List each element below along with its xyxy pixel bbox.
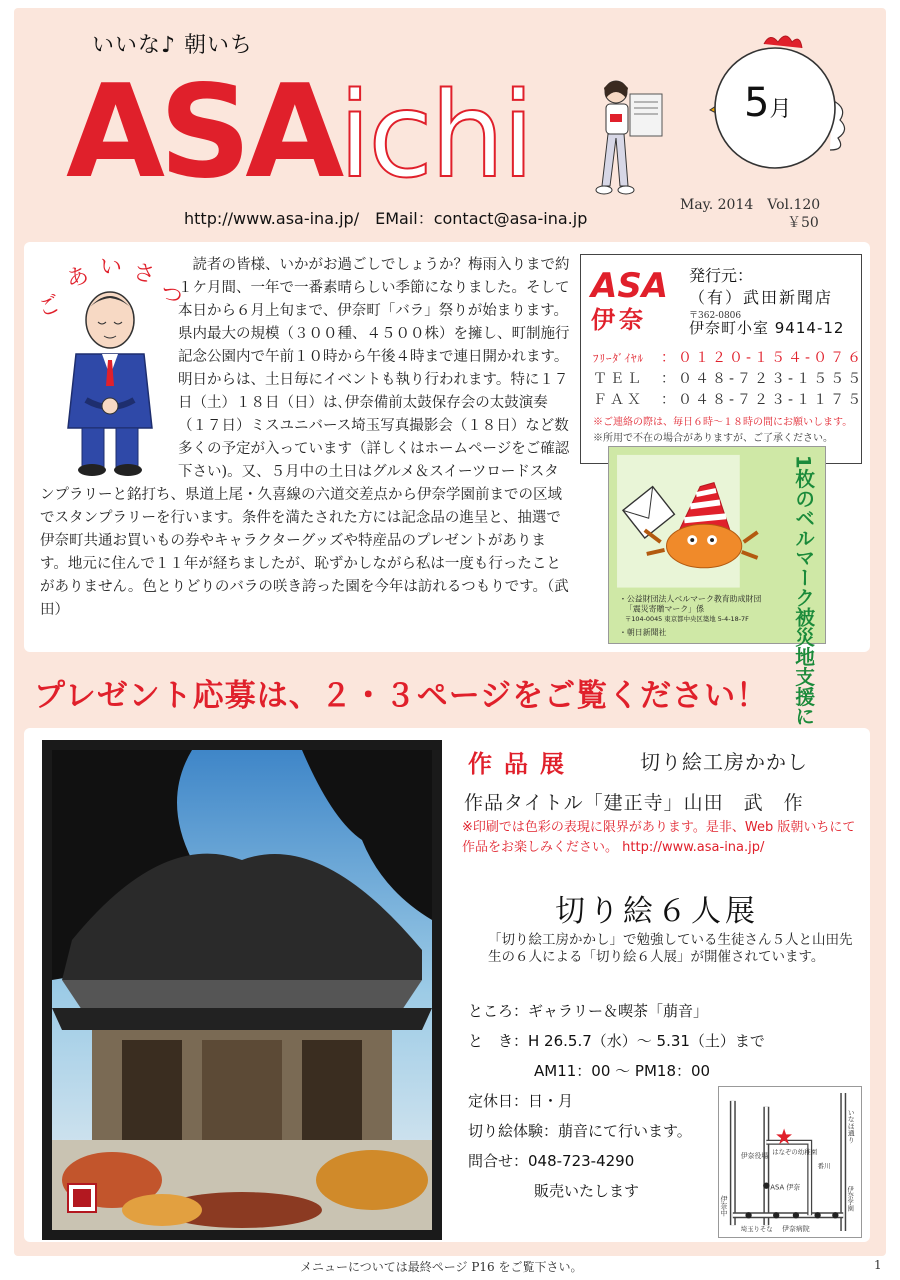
- free-dial-number: ：０１２０-１５４-０７６: [661, 350, 865, 366]
- contact-line: http://www.asa-ina.jp/ EMail：contact@asa-ina.jp: [184, 209, 588, 228]
- footer-note: メニューについては最終ページ P16 をご覧下さい。: [300, 1260, 583, 1274]
- page-number: 1: [874, 1258, 882, 1272]
- asa-logo-text: ASA: [591, 266, 669, 306]
- publisher-label: 発行元：: [689, 266, 754, 285]
- tel-row: [593, 368, 864, 388]
- present-banner: プレゼント応募は、２・３ページをご覧ください！: [34, 678, 769, 714]
- month-label: [744, 80, 791, 126]
- show-title: 切り絵６人展: [555, 894, 759, 929]
- logo-asa: ASA: [66, 58, 339, 207]
- publisher-box: [580, 254, 865, 464]
- show-sale: 販売いたします: [534, 1182, 640, 1200]
- show-date: と き：H 26.5.7（水）〜 5.31（土）まで: [468, 1032, 765, 1050]
- exhibition-title: 作品展: [468, 750, 576, 778]
- month-number: 5: [744, 80, 770, 126]
- show-description: 「切り絵工房かかし」で勉強している生徒さん５人と山田先生の６人による「切り絵６人展」が開催されています。: [488, 932, 853, 965]
- kirie-temple-artwork: [42, 740, 442, 1240]
- location-map: [718, 1086, 862, 1238]
- masthead-logo: [66, 58, 532, 208]
- publisher-company: （有）武田新聞店: [689, 288, 834, 307]
- svg-text:あ: あ: [64, 263, 91, 292]
- exhibition-note: ※印刷では色彩の表現に限界があります。是非、Web 版朝いちにて作品をお楽しみください。 http://www.asa-ina.jp/: [462, 820, 856, 855]
- month-suffix: 月: [769, 97, 792, 122]
- tagline: いいな♪ 朝いち: [92, 33, 254, 58]
- contact-hours-note: ※ご連絡の際は、毎日６時〜１８時の間にお願いします。: [593, 417, 853, 428]
- fax-row: [593, 389, 864, 409]
- fax-number: ：０４８-７２３-１１７５: [661, 392, 865, 408]
- fax-label: ＦＡＸ: [593, 392, 644, 408]
- map-label-asa: ASA 伊奈: [770, 1183, 801, 1192]
- map-label-ban: 番川: [817, 1161, 831, 1170]
- map-label-inachu: 伊奈中: [718, 1195, 727, 1217]
- issue-info: May. 2014 Vol.120: [680, 197, 821, 213]
- map-label-inaho: いなほ通り: [846, 1108, 855, 1144]
- publisher-address: 伊奈町小室 9414-12: [689, 319, 845, 337]
- free-dial-row: [593, 347, 864, 367]
- ina-logo-text: 伊奈: [591, 306, 647, 334]
- exhibition-work-title: 作品タイトル「建正寺」山田 武 作: [464, 792, 804, 814]
- svg-text:い: い: [100, 255, 123, 280]
- bellmark-org4: ・朝日新聞社: [619, 628, 667, 638]
- show-experience: 切り絵体験：萠音にて行います。: [468, 1122, 692, 1140]
- show-inquiry: 問合せ：048-723-4290: [468, 1152, 635, 1170]
- show-closed: 定休日：日・月: [468, 1092, 574, 1110]
- map-label-saitama: 埼玉りそな: [740, 1225, 773, 1234]
- greeting-article: [40, 254, 570, 622]
- bellmark-headline: 1枚のベルマーク被災地支援に: [791, 454, 815, 726]
- logo-ichi: ichi: [338, 66, 532, 204]
- tel-number: ：０４８-７２３-１５５５: [661, 371, 865, 387]
- map-label-hospital: 伊奈病院: [782, 1225, 810, 1234]
- publisher-postal: 〒362-0806: [689, 311, 742, 321]
- bellmark-org1: ・公益財団法人ベルマーク教育助成財団: [619, 594, 762, 604]
- show-place: ところ：ギャラリー＆喫茶「萠音」: [468, 1002, 709, 1020]
- svg-text:ご: ご: [34, 291, 64, 323]
- bellmark-org3: 〒104-0045 東京都中央区築地 5-4-18-7F: [624, 615, 749, 624]
- price: ￥50: [787, 215, 819, 231]
- map-label-office: 伊奈役場: [740, 1152, 769, 1161]
- map-label-gakuen: 伊奈学園: [846, 1185, 855, 1212]
- show-time: AM11：00 〜 PM18：00: [534, 1062, 711, 1080]
- greeting-body: 読者の皆様、いかがお過ごしでしょうか？梅雨入りまで約１ケ月間、一年で一番素晴らしい季節になりました。そして本日から６月上旬まで、伊奈町「バラ」祭りが始まります。県内最大の規模（３００種、４５００株）を擁し、町制施行記念公園内で午前１０時から午後４時まで連日開かれます。明日からは、土日毎にイベントも執り行われます。特に１７日（土）１８日（日）は､伊奈備前太鼓保存会の太鼓演奏（１７日）ミスユニバース埼玉写真撮影会（１８日）など数多くの予定が入っています（詳しくはホームページをご確認下さい)。又、５月中の土日はグルメ＆スイーツロードスタンプラリーと銘打ち、県道上尾・久喜線の六道交差点から伊奈学園前までの区域でスタンプラリーを行います。条件を満たされた方には記念品の進呈と、抽選で伊奈町共通お買いもの券やキャラクターグッズや特産品のプレゼントがあります。地元に住んで１１年が経ちましたが、恥ずかしながら私は一度も行ったことがありません。色とりどりのバラの咲き誇った園を今年は訪れるつもりです。（武田）: [40, 257, 570, 618]
- absence-note: ※所用で不在の場合がありますが、ご了承ください。: [593, 433, 833, 444]
- svg-text:さ: さ: [131, 259, 158, 289]
- bellmark-org2: 「震災寄贈マーク」係: [624, 604, 705, 614]
- exhibition-studio: 切り絵工房かかし: [640, 750, 808, 774]
- bellmark-ad: [608, 446, 826, 726]
- newspaper-girl-illustration: [590, 74, 670, 200]
- svg-text:つ: つ: [156, 279, 187, 311]
- free-dial-label: ﾌﾘｰﾀﾞｲﾔﾙ: [593, 352, 644, 365]
- asa-ina-logo: [591, 267, 673, 341]
- map-label-kinder: はなぞの幼稚園: [772, 1148, 817, 1157]
- tel-label: ＴＥＬ: [593, 371, 644, 387]
